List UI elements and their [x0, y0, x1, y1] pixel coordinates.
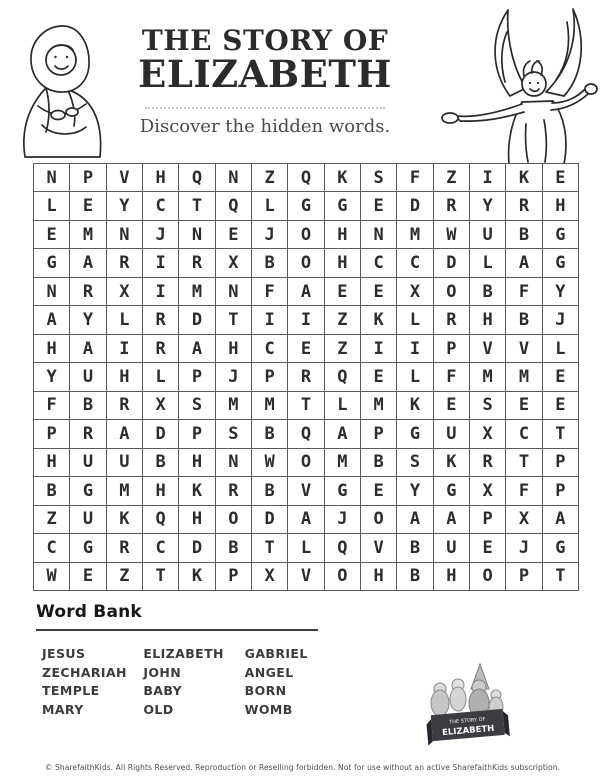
grid-cell-r4-c13: L — [470, 249, 505, 276]
grid-cell-r4-c10: C — [361, 249, 396, 276]
badge-characters-illustration — [431, 664, 503, 717]
word-bank-column — [42, 646, 143, 721]
badge-title-line1: THE STORY OF — [449, 716, 486, 726]
grid-cell-r6-c2: Y — [70, 306, 105, 333]
word-bank-columns — [42, 646, 346, 721]
grid-cell-r7-c5: A — [179, 335, 214, 362]
grid-cell-r9-c6: M — [216, 392, 251, 419]
grid-cell-r8-c1: Y — [34, 363, 69, 390]
grid-cell-r3-c8: O — [288, 221, 323, 248]
grid-cell-r3-c5: N — [179, 221, 214, 248]
grid-cell-r7-c6: H — [216, 335, 251, 362]
grid-cell-r6-c9: Z — [325, 306, 360, 333]
grid-cell-r3-c9: H — [325, 221, 360, 248]
grid-cell-r2-c14: R — [506, 192, 541, 219]
grid-cell-r8-c3: H — [107, 363, 142, 390]
grid-cell-r1-c7: Z — [252, 164, 287, 191]
grid-cell-r11-c15: P — [543, 449, 578, 476]
grid-cell-r14-c8: L — [288, 534, 323, 561]
grid-cell-r12-c8: V — [288, 477, 323, 504]
grid-cell-r5-c11: X — [397, 278, 432, 305]
grid-cell-r3-c10: N — [361, 221, 396, 248]
grid-cell-r10-c15: T — [543, 420, 578, 447]
grid-cell-r2-c8: G — [288, 192, 323, 219]
grid-cell-r11-c9: M — [325, 449, 360, 476]
grid-cell-r10-c14: C — [506, 420, 541, 447]
grid-cell-r15-c2: E — [70, 563, 105, 590]
grid-cell-r13-c4: Q — [143, 506, 178, 533]
grid-cell-r2-c7: L — [252, 192, 287, 219]
grid-cell-r6-c13: H — [470, 306, 505, 333]
grid-cell-r3-c12: W — [434, 221, 469, 248]
grid-cell-r2-c2: E — [70, 192, 105, 219]
grid-cell-r8-c6: J — [216, 363, 251, 390]
word-bank-word: BABY — [143, 683, 183, 699]
grid-cell-r13-c3: K — [107, 506, 142, 533]
grid-cell-r10-c5: P — [179, 420, 214, 447]
grid-cell-r2-c15: H — [543, 192, 578, 219]
grid-cell-r2-c9: G — [325, 192, 360, 219]
grid-cell-r9-c10: M — [361, 392, 396, 419]
page-title-line2: ELIZABETH — [138, 52, 392, 96]
grid-cell-r6-c11: L — [397, 306, 432, 333]
grid-cell-r7-c13: V — [470, 335, 505, 362]
grid-cell-r12-c13: X — [470, 477, 505, 504]
grid-cell-r1-c9: K — [325, 164, 360, 191]
grid-cell-r2-c12: R — [434, 192, 469, 219]
grid-cell-r3-c1: E — [34, 221, 69, 248]
grid-cell-r5-c4: I — [143, 278, 178, 305]
grid-cell-r4-c9: H — [325, 249, 360, 276]
grid-cell-r2-c4: C — [143, 192, 178, 219]
grid-cell-r7-c3: I — [107, 335, 142, 362]
grid-cell-r12-c3: M — [107, 477, 142, 504]
grid-cell-r14-c15: G — [543, 534, 578, 561]
grid-cell-r11-c11: S — [397, 449, 432, 476]
grid-cell-r6-c5: D — [179, 306, 214, 333]
grid-cell-r15-c9: O — [325, 563, 360, 590]
grid-cell-r9-c1: F — [34, 392, 69, 419]
grid-cell-r6-c14: B — [506, 306, 541, 333]
grid-cell-r4-c14: A — [506, 249, 541, 276]
grid-cell-r6-c4: R — [143, 306, 178, 333]
grid-cell-r5-c12: O — [434, 278, 469, 305]
grid-cell-r9-c4: X — [143, 392, 178, 419]
grid-cell-r1-c1: N — [34, 164, 69, 191]
grid-cell-r2-c5: T — [179, 192, 214, 219]
grid-cell-r3-c14: B — [506, 221, 541, 248]
grid-cell-r9-c14: E — [506, 392, 541, 419]
grid-cell-r10-c2: R — [70, 420, 105, 447]
grid-cell-r13-c12: A — [434, 506, 469, 533]
grid-cell-r6-c15: J — [543, 306, 578, 333]
grid-cell-r2-c3: Y — [107, 192, 142, 219]
grid-cell-r11-c14: T — [506, 449, 541, 476]
grid-cell-r6-c12: R — [434, 306, 469, 333]
grid-cell-r4-c3: R — [107, 249, 142, 276]
grid-cell-r7-c4: R — [143, 335, 178, 362]
word-bank-word: WOMB — [244, 702, 293, 718]
word-bank-word: MARY — [42, 702, 84, 718]
grid-cell-r14-c14: J — [506, 534, 541, 561]
grid-cell-r15-c8: V — [288, 563, 323, 590]
grid-cell-r8-c5: P — [179, 363, 214, 390]
grid-cell-r1-c8: Q — [288, 164, 323, 191]
grid-cell-r11-c10: B — [361, 449, 396, 476]
grid-cell-r9-c11: K — [397, 392, 432, 419]
grid-cell-r13-c2: U — [70, 506, 105, 533]
grid-cell-r15-c11: B — [397, 563, 432, 590]
page-title-line1: THE STORY OF — [141, 24, 389, 57]
grid-cell-r5-c14: F — [506, 278, 541, 305]
grid-cell-r6-c8: I — [288, 306, 323, 333]
grid-cell-r11-c8: O — [288, 449, 323, 476]
grid-cell-r7-c11: I — [397, 335, 432, 362]
grid-cell-r12-c15: P — [543, 477, 578, 504]
grid-cell-r14-c13: E — [470, 534, 505, 561]
grid-cell-r14-c11: B — [397, 534, 432, 561]
grid-cell-r13-c8: A — [288, 506, 323, 533]
grid-cell-r11-c4: B — [143, 449, 178, 476]
grid-cell-r14-c10: V — [361, 534, 396, 561]
grid-cell-r13-c13: P — [470, 506, 505, 533]
grid-cell-r14-c5: D — [179, 534, 214, 561]
grid-cell-r5-c2: R — [70, 278, 105, 305]
grid-cell-r6-c10: K — [361, 306, 396, 333]
grid-cell-r15-c1: W — [34, 563, 69, 590]
grid-cell-r4-c5: R — [179, 249, 214, 276]
grid-cell-r7-c7: C — [252, 335, 287, 362]
grid-cell-r7-c1: H — [34, 335, 69, 362]
grid-cell-r15-c7: X — [252, 563, 287, 590]
grid-cell-r12-c10: E — [361, 477, 396, 504]
grid-cell-r13-c14: X — [506, 506, 541, 533]
grid-cell-r3-c4: J — [143, 221, 178, 248]
grid-cell-r12-c2: G — [70, 477, 105, 504]
grid-cell-r1-c3: V — [107, 164, 142, 191]
grid-cell-r4-c2: A — [70, 249, 105, 276]
grid-cell-r12-c1: B — [34, 477, 69, 504]
grid-cell-r2-c1: L — [34, 192, 69, 219]
grid-cell-r15-c6: P — [216, 563, 251, 590]
grid-cell-r9-c15: E — [543, 392, 578, 419]
badge-title-line2: ELIZABETH — [441, 723, 495, 739]
word-bank-word: ANGEL — [244, 664, 294, 680]
grid-cell-r8-c12: F — [434, 363, 469, 390]
word-bank-word: BORN — [244, 683, 287, 699]
word-bank-heading: Word Bank — [36, 602, 142, 622]
grid-cell-r8-c13: M — [470, 363, 505, 390]
grid-cell-r7-c12: P — [434, 335, 469, 362]
grid-cell-r15-c4: T — [143, 563, 178, 590]
grid-cell-r4-c6: X — [216, 249, 251, 276]
story-of-elizabeth-badge — [426, 662, 510, 758]
grid-cell-r8-c2: U — [70, 363, 105, 390]
grid-cell-r8-c4: L — [143, 363, 178, 390]
grid-cell-r7-c9: Z — [325, 335, 360, 362]
grid-cell-r5-c15: Y — [543, 278, 578, 305]
grid-cell-r10-c6: S — [216, 420, 251, 447]
grid-cell-r15-c13: O — [470, 563, 505, 590]
word-search-grid — [33, 163, 579, 591]
grid-cell-r7-c8: E — [288, 335, 323, 362]
grid-cell-r14-c12: U — [434, 534, 469, 561]
grid-cell-r1-c14: K — [506, 164, 541, 191]
grid-cell-r14-c1: C — [34, 534, 69, 561]
grid-cell-r6-c1: A — [34, 306, 69, 333]
word-bank-word: GABRIEL — [244, 646, 308, 661]
grid-cell-r13-c11: A — [397, 506, 432, 533]
word-bank-word: ELIZABETH — [143, 646, 224, 661]
grid-cell-r6-c6: T — [216, 306, 251, 333]
header — [133, 24, 397, 137]
grid-cell-r7-c14: V — [506, 335, 541, 362]
grid-cell-r13-c6: O — [216, 506, 251, 533]
grid-cell-r1-c10: S — [361, 164, 396, 191]
grid-cell-r10-c1: P — [34, 420, 69, 447]
grid-cell-r1-c13: I — [470, 164, 505, 191]
grid-cell-r14-c9: Q — [325, 534, 360, 561]
grid-cell-r10-c10: P — [361, 420, 396, 447]
grid-cell-r1-c5: Q — [179, 164, 214, 191]
grid-cell-r10-c9: A — [325, 420, 360, 447]
grid-cell-r1-c6: N — [216, 164, 251, 191]
grid-cell-r8-c15: E — [543, 363, 578, 390]
grid-cell-r12-c14: F — [506, 477, 541, 504]
grid-cell-r1-c15: E — [543, 164, 578, 191]
grid-cell-r1-c12: Z — [434, 164, 469, 191]
grid-cell-r9-c3: R — [107, 392, 142, 419]
grid-cell-r2-c11: D — [397, 192, 432, 219]
grid-cell-r11-c5: H — [179, 449, 214, 476]
grid-cell-r8-c9: Q — [325, 363, 360, 390]
grid-cell-r9-c2: B — [70, 392, 105, 419]
grid-cell-r5-c7: F — [252, 278, 287, 305]
grid-cell-r5-c9: E — [325, 278, 360, 305]
grid-cell-r14-c2: G — [70, 534, 105, 561]
grid-cell-r7-c15: L — [543, 335, 578, 362]
elizabeth-figure — [24, 26, 101, 157]
grid-cell-r14-c3: R — [107, 534, 142, 561]
grid-cell-r5-c5: M — [179, 278, 214, 305]
grid-cell-r10-c12: U — [434, 420, 469, 447]
grid-cell-r11-c1: H — [34, 449, 69, 476]
word-bank-word: JESUS — [42, 646, 86, 661]
word-bank — [36, 602, 346, 721]
grid-cell-r12-c5: K — [179, 477, 214, 504]
grid-cell-r4-c12: D — [434, 249, 469, 276]
grid-cell-r12-c6: R — [216, 477, 251, 504]
grid-cell-r2-c10: E — [361, 192, 396, 219]
grid-cell-r15-c10: H — [361, 563, 396, 590]
grid-cell-r5-c3: X — [107, 278, 142, 305]
grid-cell-r10-c7: B — [252, 420, 287, 447]
grid-cell-r14-c4: C — [143, 534, 178, 561]
angel-illustration — [426, 4, 604, 164]
angel-figure — [442, 9, 597, 164]
grid-cell-r7-c10: I — [361, 335, 396, 362]
grid-cell-r13-c5: H — [179, 506, 214, 533]
grid-cell-r15-c14: P — [506, 563, 541, 590]
grid-cell-r3-c7: J — [252, 221, 287, 248]
grid-cell-r10-c13: X — [470, 420, 505, 447]
grid-cell-r4-c1: G — [34, 249, 69, 276]
grid-cell-r14-c7: T — [252, 534, 287, 561]
grid-cell-r14-c6: B — [216, 534, 251, 561]
grid-cell-r2-c13: Y — [470, 192, 505, 219]
grid-cell-r1-c4: H — [143, 164, 178, 191]
grid-cell-r13-c15: A — [543, 506, 578, 533]
word-bank-word: JOHN — [143, 664, 182, 680]
grid-cell-r4-c15: G — [543, 249, 578, 276]
grid-cell-r13-c10: O — [361, 506, 396, 533]
grid-cell-r3-c2: M — [70, 221, 105, 248]
grid-cell-r1-c11: F — [397, 164, 432, 191]
grid-cell-r10-c3: A — [107, 420, 142, 447]
grid-cell-r3-c15: G — [543, 221, 578, 248]
page-subtitle: Discover the hidden words. — [139, 116, 391, 137]
grid-cell-r2-c6: Q — [216, 192, 251, 219]
word-bank-word: ZECHARIAH — [42, 664, 127, 680]
grid-cell-r5-c8: A — [288, 278, 323, 305]
grid-cell-r12-c11: Y — [397, 477, 432, 504]
grid-cell-r9-c8: T — [288, 392, 323, 419]
grid-cell-r9-c12: E — [434, 392, 469, 419]
grid-cell-r11-c3: U — [107, 449, 142, 476]
grid-cell-r10-c8: Q — [288, 420, 323, 447]
grid-cell-r13-c9: J — [325, 506, 360, 533]
grid-cell-r12-c7: B — [252, 477, 287, 504]
grid-cell-r11-c13: R — [470, 449, 505, 476]
grid-cell-r4-c4: I — [143, 249, 178, 276]
grid-cell-r8-c10: E — [361, 363, 396, 390]
grid-cell-r9-c7: M — [252, 392, 287, 419]
grid-cell-r4-c7: B — [252, 249, 287, 276]
elizabeth-illustration — [16, 22, 112, 158]
grid-cell-r13-c7: D — [252, 506, 287, 533]
grid-cell-r4-c8: O — [288, 249, 323, 276]
word-bank-column — [245, 646, 346, 721]
copyright-footer: © SharefaithKids. All Rights Reserved. Reproduction or Reselling forbidden. Not for use without an active SharefaithKids subscription. — [44, 763, 561, 772]
grid-cell-r15-c3: Z — [107, 563, 142, 590]
grid-cell-r9-c9: L — [325, 392, 360, 419]
grid-cell-r3-c11: M — [397, 221, 432, 248]
grid-cell-r6-c7: I — [252, 306, 287, 333]
grid-cell-r5-c1: N — [34, 278, 69, 305]
word-bank-word: TEMPLE — [42, 683, 100, 699]
grid-cell-r8-c11: L — [397, 363, 432, 390]
grid-cell-r4-c11: C — [397, 249, 432, 276]
grid-cell-r8-c8: R — [288, 363, 323, 390]
grid-cell-r9-c5: S — [179, 392, 214, 419]
grid-cell-r11-c12: K — [434, 449, 469, 476]
grid-cell-r8-c14: M — [506, 363, 541, 390]
word-bank-column — [143, 646, 244, 721]
grid-cell-r5-c10: E — [361, 278, 396, 305]
grid-cell-r3-c6: E — [216, 221, 251, 248]
grid-cell-r8-c7: P — [252, 363, 287, 390]
grid-cell-r10-c11: G — [397, 420, 432, 447]
grid-cell-r15-c5: K — [179, 563, 214, 590]
grid-cell-r12-c12: G — [434, 477, 469, 504]
grid-cell-r13-c1: Z — [34, 506, 69, 533]
word-bank-divider — [36, 629, 318, 631]
grid-cell-r15-c12: H — [434, 563, 469, 590]
grid-cell-r1-c2: P — [70, 164, 105, 191]
grid-cell-r3-c13: U — [470, 221, 505, 248]
grid-cell-r12-c4: H — [143, 477, 178, 504]
grid-cell-r9-c13: S — [470, 392, 505, 419]
grid-cell-r5-c6: N — [216, 278, 251, 305]
grid-cell-r11-c6: N — [216, 449, 251, 476]
grid-cell-r15-c15: T — [543, 563, 578, 590]
grid-cell-r11-c7: W — [252, 449, 287, 476]
grid-cell-r5-c13: B — [470, 278, 505, 305]
word-bank-word: OLD — [143, 702, 174, 718]
grid-cell-r7-c2: A — [70, 335, 105, 362]
dotted-divider — [145, 107, 385, 109]
grid-cell-r6-c3: L — [107, 306, 142, 333]
grid-cell-r12-c9: G — [325, 477, 360, 504]
grid-cell-r3-c3: N — [107, 221, 142, 248]
grid-cell-r10-c4: D — [143, 420, 178, 447]
grid-cell-r11-c2: U — [70, 449, 105, 476]
